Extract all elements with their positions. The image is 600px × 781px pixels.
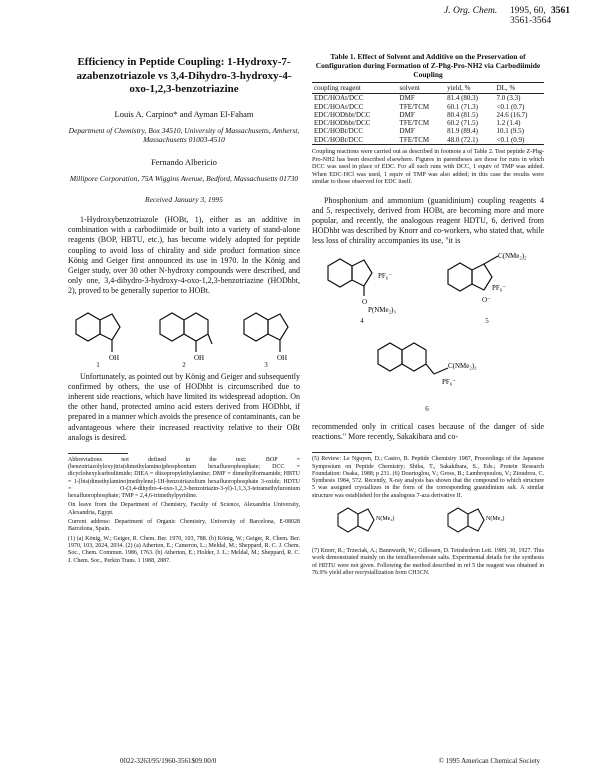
structure-2 [154,302,214,369]
footnote-rule-right [312,452,372,453]
table-header: DL, % [495,83,544,94]
table-row [312,103,544,111]
body-paragraph-2: Unfortunately, as pointed out by König and Geiger and subsequently confirmed by others, the use of HODhbt is circumscribed due to inherent side reactions, which have limited its widespread adoption. On the other hand, protected amino acid esters derived from HODhbt, if prepared in a manner which avoids the presence of contaminants, can be advantageous where their increased reactivity relative to their OBt analogs is desired. [68,372,300,442]
structure-label: 2 [182,360,186,369]
right-column [312,52,544,579]
table-row [312,119,544,127]
doi-code: 0022-3263/95/1960-3561$09.00/0 [120,757,217,765]
structures-4-6 [312,250,544,418]
table-cell: 10.1 (9.5) [496,127,524,136]
footnote-address: Current address: Department of Organic Chemistry, University of Barcelona, E-08028 Barcelona, Spain. [68,519,300,533]
table-cell: TFE/TCM [399,119,430,128]
page-footer [120,757,540,765]
table-cell: 1.2 (1.4) [496,119,521,128]
table-row [312,127,544,135]
svg-text:PF₆⁻: PF₆⁻ [492,284,506,293]
structure-label: 5 [485,316,489,325]
svg-text:PF₆⁻: PF₆⁻ [442,378,456,387]
body-paragraph-right-1: Phosphonium and ammonium (guanidinium) coupling reagents 4 and 5, respectively, derived from HOBt, are becoming more and more popular, and recently, the analogous reagent HDTU, 6, derived from HODhbt was described by Knorr and co-workers, who stated that, while less loss of chirality accompanies its use, "it is [312,195,544,245]
structure-1 [68,302,128,369]
structure-II [442,502,512,546]
structure-label: 1 [96,360,100,369]
table-cell: <0.1 (0.7) [496,102,525,111]
table-title: Table 1. Effect of Solvent and Additive on the Preservation of Configuration during Formation of Z-Phg-Pro-NH2 via Carbodiimide Coupling [315,52,541,79]
table-cell: EDC/HOAt/DCC [314,94,364,103]
table-cell: EDC/HODhbt/DCC [314,110,371,119]
svg-text:PF₆⁻: PF₆⁻ [378,272,392,281]
svg-text:OH: OH [194,354,205,363]
table-cell: 81.4 (80.3) [447,94,478,103]
svg-text:N(Me₂): N(Me₂) [486,516,505,523]
table-cell: TFE/TCM [398,136,446,145]
author-2: Fernando Albericio [151,156,217,167]
footnote-references-right-2: (7) Knorr, R.; Trzeciak, A.; Bannwarth, W.; Gillessen, D. Tetrahedron Lett. 1989, 30, 1927. This work demonstrated mainly on the tetrafluoroborate salts. Experimental details for the synthesis of HDTU were not given. Following the method described in ref 5 the reagent was obtained in 76.9% yield after recrystallization from CH3CN. [312,548,544,576]
affiliation-1: Department of Chemistry, Box 34510, University of Massachusetts, Amherst, Massachusetts 01003-4510 [68,125,300,145]
table-cell: <0.1 (0.9) [495,136,544,145]
footnote-leave: On leave from the Department of Chemistry, Faculty of Science, Alexandria University, Alexandria, Egypt. [68,502,300,516]
table-cell: 81.9 (89.4) [447,127,478,136]
authors: Louis A. Carpino* and Ayman El-Faham [114,108,254,119]
footnote-references-right: (5) Review: Le Nguyen, D.; Castro, B. Peptide Chemistry 1987, Proceedings of the Japanese Symposium on Peptide Chemistry; Shiba, T., Sakakibara, S., Eds.; Protein Research Foundation: Osaka, 1988; p 231. (6) Dourtoglou, V.; Gross, B.; Lambropoulou, V.; Zioudrou, C. Synthesis 1984, 572. Recently, X-ray analysis has shown that the compound to which structure 5 was assigned crystallizes in the form of the corresponding guanidinium salt. A similar structure was established for the analogous 7-aza derivative II. [312,456,544,499]
table-cell: DMF [399,94,415,103]
journal-citation: 1995, 60, 3561-3564 [510,6,552,26]
svg-text:OH: OH [277,354,288,363]
structure-6 [372,334,482,413]
page-header [40,6,570,26]
structure-5 [442,250,532,325]
svg-text:O: O [362,298,368,307]
intro-paragraph: 1-Hydroxybenzotriazole (HOBt, 1), either as an additive in combination with a carbodiimide or built into a variety of stand-alone reagents (BOP, HBTU, etc.), has become widely adopted for peptide coupling to avoid loss of chirality and side product formation since König and Geiger first announced its use in 1970. In the König and Geiger study, over 30 other N-hydroxy compounds were described, and only one, 3,4-dihydro-3-hydroxy-4-oxo-1,2,3-benzotriazine (HODhbt, 2), proved to be generally superior to HOBt. [68,215,300,295]
table-cell: EDC/HODhbt/DCC [314,119,371,128]
journal-name: J. Org. Chem. [444,6,498,16]
table-cell: DMF [399,127,415,136]
structure-3 [236,302,296,369]
svg-text:OH: OH [109,354,120,363]
structure-label: 6 [425,404,429,413]
structures-1-3 [68,302,300,368]
table-cell: 24.6 (16.7) [496,110,528,119]
structure-4 [322,250,402,325]
results-table [312,82,544,145]
table-cell: TFE/TCM [399,102,430,111]
page-number: 3561 [551,6,570,16]
svg-text:N(Me₂): N(Me₂) [376,516,395,523]
copyright: © 1995 American Chemical Society [438,757,540,765]
table-cell: 80.4 (81.5) [447,110,478,119]
table-header-row [312,83,544,94]
structure-label: 4 [360,316,364,325]
table-header: yield, % [445,83,494,94]
table-cell: 7.0 (3.3) [496,94,521,103]
table-cell: EDC/HOBt/DCC [314,127,364,136]
footnote-references: (1) (a) König, W.; Geiger, R. Chem. Ber. 1970, 103, 788. (b) König, W.; Geiger, R. Chem. Ber. 1970, 103, 2024, 2034. (2) (a) Atherton, E.; Cameron, L.; Meldal, M.; Sheppard, R. C. J. Chem. Soc., Chem. Commun. 1986, 1763. (b) Atherton, E.; Holder, J. L.; Meldal, M.; Sheppard, R. C. J. Chem. Soc., Perkin Trans. 1 1988, 2887. [68,535,300,564]
table-cell: 60.2 (71.5) [447,119,478,128]
left-column [68,52,300,567]
svg-text:P(NMe₂)₃: P(NMe₂)₃ [368,306,396,315]
table-cell: 48.0 (72.1) [445,136,494,145]
structure-I [332,502,402,546]
footnote-rule [68,453,128,454]
structures-I-II [312,502,544,548]
svg-text:C(NMe₂)₂: C(NMe₂)₂ [448,362,477,371]
table-header: solvent [398,83,446,94]
body-paragraph-right-2: recommended only in critical cases because of the danger of side reactions." More recently, Sakakibara and co- [312,422,544,442]
table-row [312,111,544,119]
footnote-abbreviations: Abbreviations not defined in the text: BOP = (benzotriazolyloxy)tris(dimethylamino)phosphonium hexafluorophosphate; DCC = dicyclohexylcarbodiimide; DIEA = diisopropylethylamine; DMF = dimethylformamide; HBTU = 1-[bis(dimethylamino)methylene]-1H-benzotriazolium hexafluorophosphate 3-oxide; HDTU = O-(3,4-dihydro-4-oxo-1,2,3-benzotriazin-3-yl)-1,1,3,3-tetramethyluronium hexafluorophosphate; TMP = 2,4,6-trimethylpyridine. [68,456,300,500]
table-cell: DMF [399,110,415,119]
structure-label: 3 [264,360,268,369]
table-footnote: Coupling reactions were carried out as described in footnote a of Table 2. Test peptide Z-Phg-Pro-NH2 has been described elsewhere. Figures in parentheses are those for runs in which DCC was used in place of EDC. For all such runs with DCC, 1 equiv of TMP was added. When EDC·HCl was used, 1 equiv of TMP was also added; in this case the results were similar to those observed for EDC itself. [312,148,544,186]
affiliation-2: Millipore Corporation, 75A Wiggins Avenue, Bedford, Massachusetts 01730 [69,173,299,183]
table-cell: EDC/HOBt/DCC [312,136,398,145]
svg-text:O⁻: O⁻ [482,296,491,305]
table-header: coupling reagent [312,83,398,94]
table-cell: 60.1 (71.3) [447,102,478,111]
table-row [312,94,544,103]
table-cell: EDC/HOAt/DCC [314,102,364,111]
svg-text:C(NMe₂)₂: C(NMe₂)₂ [498,252,527,261]
article-title: Efficiency in Peptide Coupling: 1-Hydroxy-7-azabenzotriazole vs 3,4-Dihydro-3-hydroxy-4-oxo-1,2,3-benzotriazine [76,56,292,95]
table-row [312,136,544,145]
received-date: Received January 3, 1995 [145,195,223,205]
